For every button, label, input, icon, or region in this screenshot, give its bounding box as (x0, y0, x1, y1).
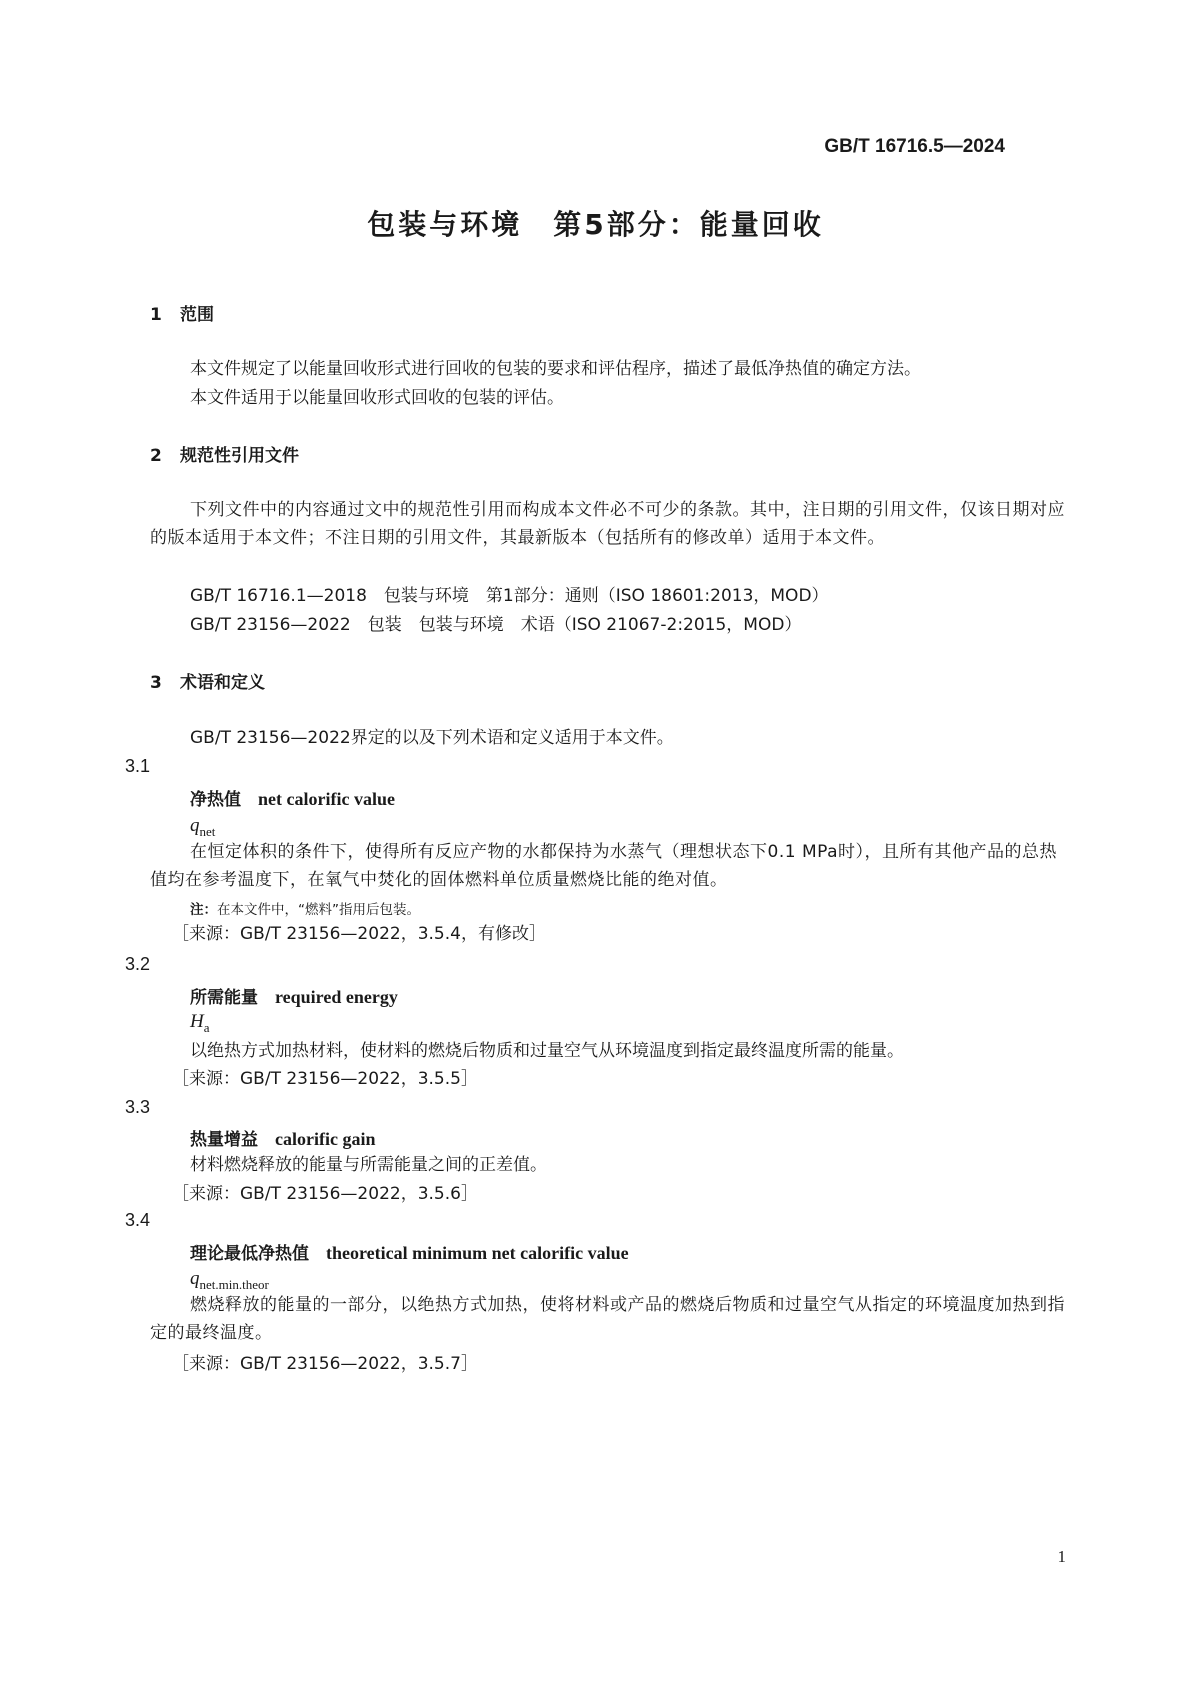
term-en: theoretical minimum net calorific value (326, 1243, 629, 1263)
section-number: 3 (150, 673, 162, 693)
term-number: 3.2 (125, 954, 151, 974)
section-number: 2 (150, 446, 162, 466)
term-number: 3.4 (125, 1210, 151, 1230)
symbol-subscript: a (203, 1019, 210, 1035)
section-title: 范围 (180, 305, 214, 325)
term-heading (190, 1125, 375, 1150)
term-source: ［来源：GB/T 23156—2022，3.5.6］ (172, 1184, 478, 1204)
term-cn: 热量增益 (190, 1130, 258, 1150)
term-definition: 燃烧释放的能量的一部分，以绝热方式加热，使将材料或产品的燃烧后物质和过量空气从指定的环境温度加热到指定的最终温度。 (150, 1295, 1065, 1343)
term-en: required energy (275, 987, 398, 1007)
term-symbol (190, 815, 215, 840)
term-heading (190, 785, 395, 810)
note-label: 注： (190, 902, 217, 918)
term-number: 3.1 (125, 756, 151, 776)
page-title: 包装与环境 第5部分：能量回收 (367, 208, 824, 241)
section-title: 规范性引用文件 (180, 446, 299, 466)
terms-intro: GB/T 23156—2022界定的以及下列术语和定义适用于本文件。 (190, 728, 674, 748)
section-heading-terms (150, 668, 265, 693)
term-en: calorific gain (275, 1129, 376, 1149)
term-source: ［来源：GB/T 23156—2022，3.5.5］ (172, 1069, 478, 1089)
section-number: 1 (150, 305, 162, 325)
term-symbol (190, 1268, 269, 1293)
term-cn: 净热值 (190, 790, 241, 810)
note-text: 在本文件中，“燃料”指用后包装。 (217, 902, 420, 918)
scope-paragraph-2: 本文件适用于以能量回收形式回收的包装的评估。 (190, 388, 564, 408)
term-source: ［来源：GB/T 23156—2022，3.5.4，有修改］ (172, 924, 546, 944)
section-heading-scope (150, 300, 214, 325)
term-heading (190, 1239, 629, 1264)
symbol-base: q (190, 815, 200, 836)
term-cn: 理论最低净热值 (190, 1244, 309, 1264)
symbol-base: q (190, 1268, 200, 1289)
page-number: 1 (1057, 1547, 1066, 1566)
symbol-subscript: net.min.theor (199, 1276, 269, 1292)
term-definition: 材料燃烧释放的能量与所需能量之间的正差值。 (190, 1155, 547, 1175)
symbol-subscript: net (199, 823, 216, 839)
scope-paragraph-1: 本文件规定了以能量回收形式进行回收的包装的要求和评估程序，描述了最低净热值的确定方法。 (190, 359, 921, 379)
section-heading-normative-references (150, 441, 299, 466)
references-paragraph: 下列文件中的内容通过文中的规范性引用而构成本文件必不可少的条款。其中，注日期的引用文件，仅该日期对应的版本适用于本文件；不注日期的引用文件，其最新版本（包括所有的修改单）适用于本文件。 (150, 500, 1065, 548)
term-cn: 所需能量 (190, 988, 258, 1008)
term-heading (190, 983, 398, 1008)
reference-item-2: GB/T 23156—2022 包装 包装与环境 术语（ISO 21067-2:2015，MOD） (190, 615, 802, 635)
term-en: net calorific value (258, 789, 395, 809)
term-number: 3.3 (125, 1097, 151, 1117)
term-symbol (190, 1011, 210, 1036)
term-note (190, 898, 420, 918)
section-title: 术语和定义 (180, 673, 265, 693)
standard-number: GB/T 16716.5—2024 (824, 136, 1005, 157)
reference-item-1: GB/T 16716.1—2018 包装与环境 第1部分：通则（ISO 18601:2013，MOD） (190, 586, 829, 606)
term-definition: 以绝热方式加热材料，使材料的燃烧后物质和过量空气从环境温度到指定最终温度所需的能量。 (190, 1041, 904, 1061)
term-source: ［来源：GB/T 23156—2022，3.5.7］ (172, 1354, 478, 1374)
term-definition: 在恒定体积的条件下，使得所有反应产物的水都保持为水蒸气（理想状态下0.1 MPa时），且所有其他产品的总热值均在参考温度下，在氧气中焚化的固体燃料单位质量燃烧比能的绝对值。 (150, 842, 1058, 890)
symbol-base: H (190, 1011, 204, 1032)
